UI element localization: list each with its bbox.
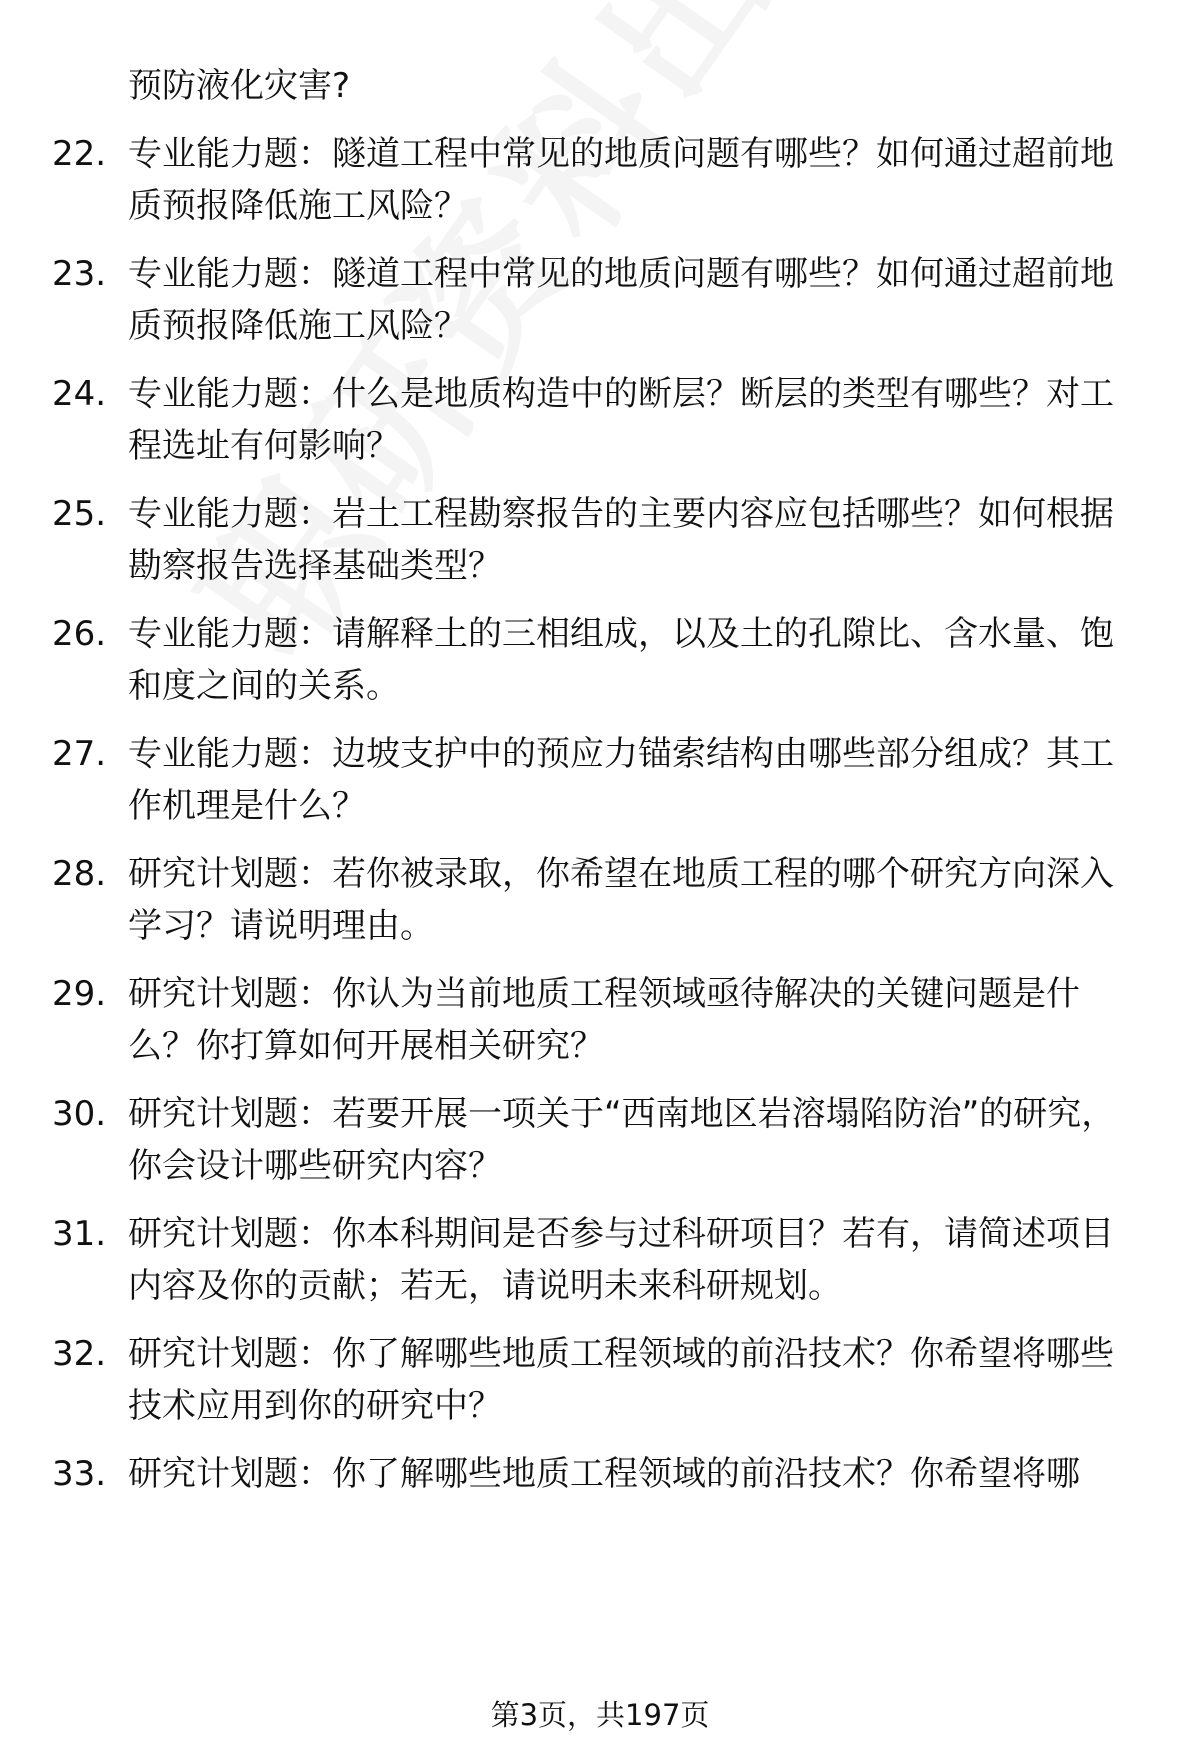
question-text: 研究计划题：你了解哪些地质工程领域的前沿技术？你希望将哪些技术应用到你的研究中？ <box>128 1334 1114 1426</box>
question-number: 27. <box>52 734 107 774</box>
question-number: 31. <box>52 1214 107 1254</box>
question-text: 研究计划题：你认为当前地质工程领域亟待解决的关键问题是什么？你打算如何开展相关研究？ <box>128 974 1080 1066</box>
question-text: 专业能力题：边坡支护中的预应力锚索结构由哪些部分组成？其工作机理是什么？ <box>128 734 1114 826</box>
question-number: 29. <box>52 974 107 1014</box>
question-number: 26. <box>52 614 107 654</box>
question-text: 研究计划题：你本科期间是否参与过科研项目？若有，请简述项目内容及你的贡献；若无，请说明未来科研规划。 <box>128 1214 1114 1306</box>
question-text: 研究计划题：你了解哪些地质工程领域的前沿技术？你希望将哪 <box>128 1454 1080 1494</box>
question-number: 24. <box>52 374 107 414</box>
question-text: 专业能力题：隧道工程中常见的地质问题有哪些？如何通过超前地质预报降低施工风险？ <box>128 254 1114 346</box>
question-text: 研究计划题：若你被录取，你希望在地质工程的哪个研究方向深入学习？请说明理由。 <box>128 854 1114 946</box>
question-text: 专业能力题：岩土工程勘察报告的主要内容应包括哪些？如何根据勘察报告选择基础类型？ <box>128 494 1114 586</box>
question-number: 25. <box>52 494 107 534</box>
question-number: 28. <box>52 854 107 894</box>
question-text: 研究计划题：若要开展一项关于“西南地区岩溶塌陷防治”的研究，你会设计哪些研究内容？ <box>128 1094 1116 1186</box>
question-number: 30. <box>52 1094 107 1134</box>
question-text: 专业能力题：隧道工程中常见的地质问题有哪些？如何通过超前地质预报降低施工风险？ <box>128 134 1114 226</box>
question-number: 22. <box>52 134 107 174</box>
question-text: 专业能力题：请解释土的三相组成，以及土的孔隙比、含水量、饱和度之间的关系。 <box>128 614 1114 706</box>
page-footer: 第3页，共197页 <box>490 1698 710 1732</box>
question-number: 23. <box>52 254 107 294</box>
continuation-text: 预防液化灾害? <box>128 66 351 106</box>
question-text: 专业能力题：什么是地质构造中的断层？断层的类型有哪些？对工程选址有何影响？ <box>128 374 1114 466</box>
question-number: 32. <box>52 1334 107 1374</box>
question-number: 33. <box>52 1454 107 1494</box>
